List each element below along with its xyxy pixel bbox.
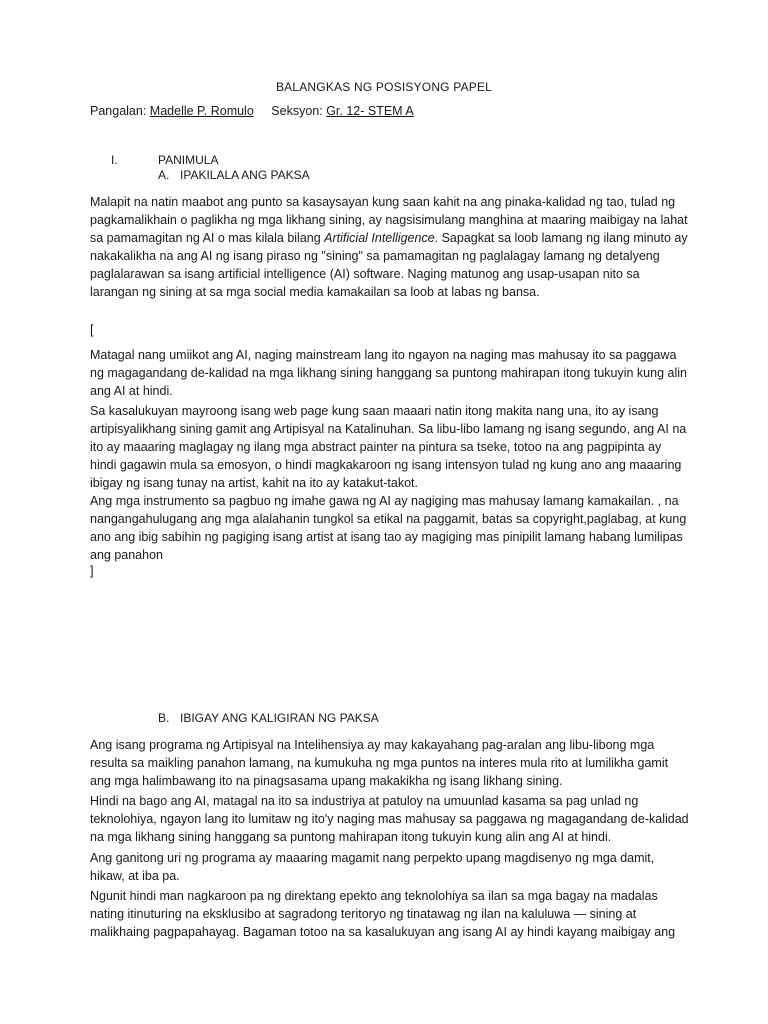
section-b-paragraph-2: Hindi na bago ang AI, matagal na ito sa industriya at patuloy na umuunlad kasama sa pag unlad ng teknolohiya, ngayon lang ito lumitaw ng ito'y naging mas mahusay sa paggawa ng magagandang de-kalidad na mga likhang sining hanggang sa puntong mahirapan itong tukuyin kung alin ang AI at hindi. — [90, 794, 689, 844]
section-a-paragraph-3: Sa kasalukuyan mayroong isang web page kung saan maaari natin itong makita nang una, ito ay isang artipisyalikhang sining gamit ang Artipisyal na Katalinuhan. Sa libu-libo lamang ng isang segundo, ang AI na ito ay maaaring maglagay ng ilang mga abstract painter na pintura sa tseke, totoo na ang pagpipinta ay hindi gagawin mula sa emosyon, o hindi magkakaroon ng isang intensyon tulad ng kung ano ang maaaring ibigay ng isang tunay na artist, kahit na ito ay katakut-takot. — [90, 404, 687, 490]
section-b-paragraph-1: Ang isang programa ng Artipisyal na Intelihensiya ay may kakayahang pag-aralan ang libu-libong mga resulta sa maikling panahon lamang, na kumukuha ng mga puntos na interes mula rito at lumilikha gamit ang mga halimbawang ito na pinagsasama upang makakikha ng isang likhang sining. — [90, 738, 669, 788]
open-bracket: [ — [90, 322, 94, 337]
outline-part-1-title: PANIMULA — [158, 153, 219, 167]
outline-sub-a — [158, 168, 310, 182]
section-a-paragraph-2: Matagal nang umiikot ang AI, naging mainstream lang ito ngayon na naging mas mahusay ito sa paggawa ng magagandang de-kalidad na mga likhang sining hanggang sa puntong mahirapan itong tukuyin kung alin ang AI at hindi. — [90, 348, 687, 398]
section-a-p1-text-2: . Sapagkat sa loob lamang ng ilang minuto ay nakakalikha na ang AI ng isang piraso ng "sining" sa pamamagitan ng paglalagay lamang ng detalyeng paglalarawan sa isang artificial intelligence (AI) software. Naging matunog ang usap-usapan nito sa larangan ng sining at sa mga social media kamakailan sa loob at labas ng bansa. — [90, 231, 688, 299]
section-label: Seksyon: — [271, 104, 323, 118]
section-value: Gr. 12- STEM A — [326, 104, 414, 118]
close-bracket: ] — [90, 563, 94, 578]
section-b-paragraph-3: Ang ganitong uri ng programa ay maaaring magamit nang perpekto upang magdisenyo ng mga damit, hikaw, at iba pa. — [90, 851, 655, 883]
section-a-paragraph-1 — [90, 193, 690, 301]
section-a-paragraph-4: Ang mga instrumento sa pagbuo ng imahe gawa ng AI ay nagiging mas mahusay lamang kamakailan. , na nangangahulugang ang mga alalahanin tungkol sa etikal na paggamit, batas sa copyright,paglabag, at kung ano ang ibig sabihin ng pagiging isang artist at isang tao ay magiging mas pinipilit lamang habang lumilipas ang panahon — [90, 494, 687, 562]
outline-sub-a-title: IPAKILALA ANG PAKSA — [180, 168, 310, 182]
outline-part-1-number: I. — [111, 153, 118, 167]
section-a-p1-italic: Artificial Intelligence — [324, 231, 435, 245]
outline-sub-b-letter: B. — [158, 711, 170, 725]
section-a-p1-text-1: Malapit na natin maabot ang punto sa kasaysayan kung saan kahit na ang pinaka-kalidad ng tao, tulad ng pagkamalikhain o paglikha ng mga likhang sining, ay nagsisimulang manghina at maaring maibigay na lahat sa pamamagitan ng AI o mas kilala bilang — [90, 195, 688, 245]
outline-sub-b-title: IBIGAY ANG KALIGIRAN NG PAKSA — [180, 711, 379, 725]
document-title: BALANGKAS NG POSISYONG PAPEL — [275, 80, 493, 94]
outline-sub-b — [158, 711, 379, 725]
section-b-paragraph-4: Ngunit hindi man nagkaroon pa ng direktang epekto ang teknolohiya sa ilan sa mga bagay na madalas nating itinuturing na eksklusibo at sagradong teritoryo ng tinatawag ng ilan na kaluluwa — sining at malikhaing pagpapahayag. Bagaman totoo na sa kasalukuyan ang isang AI ay hindi kayang maibigay ang — [90, 889, 676, 939]
name-label: Pangalan: — [90, 104, 147, 118]
outline-part-1 — [111, 153, 218, 167]
student-info — [90, 104, 414, 118]
name-value: Madelle P. Romulo — [149, 104, 254, 118]
outline-sub-a-letter: A. — [158, 168, 170, 182]
